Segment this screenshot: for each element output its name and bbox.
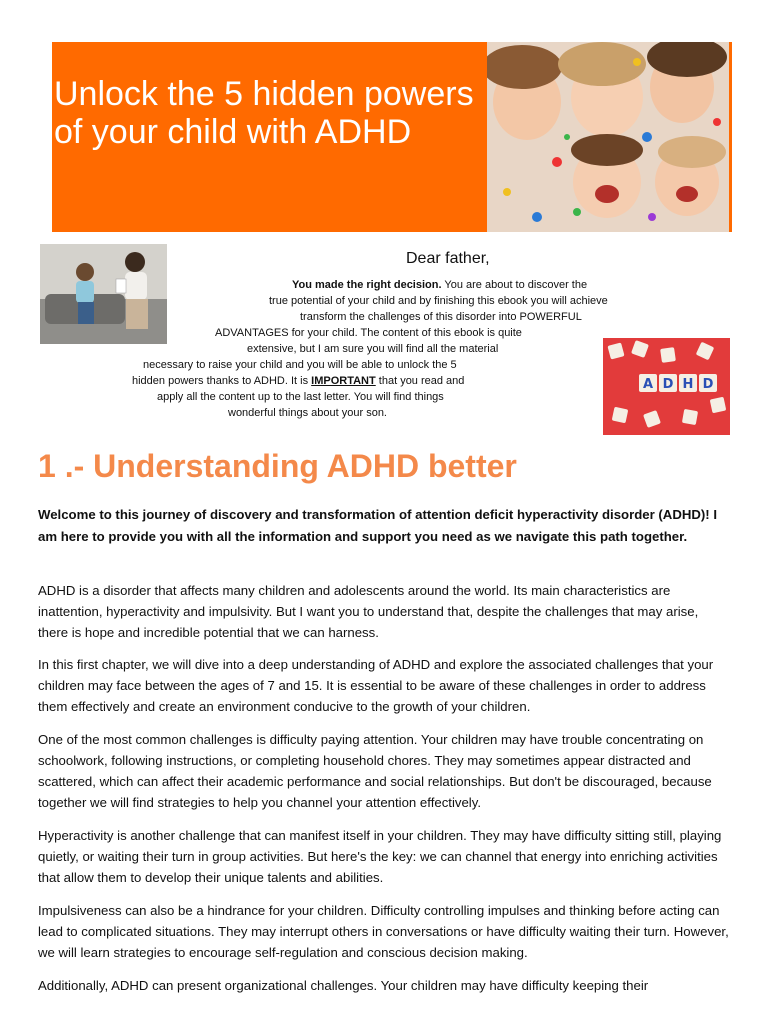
letter-line-6: necessary to raise your child and you will be able to unlock the 5 [143, 359, 457, 371]
letter-line-3: transform the challenges of this disorder into POWERFUL [300, 311, 582, 323]
adhd-dice-photo [603, 338, 730, 435]
body-paragraph-3: One of the most common challenges is difficulty paying attention. Your children may have trouble concentrating on schoolwork, following instructions, or completing household chores. They may sometimes appear distracted and scattered, which can affect their academic performance and social relationships. But don't be discouraged, because together we will find strategies to help you channel your attention effectively. [38, 732, 712, 810]
dice-letter-a: A [642, 377, 654, 392]
parent-child-photo [40, 244, 167, 344]
body-paragraph-4: Hyperactivity is another challenge that can manifest itself in your children. They may have difficulty sitting still, playing quietly, or waiting their turn in group activities. But here's the key: we can channel that energy into enriching activities that allow them to develop their unique talents and abilities. [38, 828, 722, 885]
banner-title: Unlock the 5 hidden powers of your child with ADHD [54, 75, 474, 151]
letter-greeting: Dear father, [406, 250, 490, 267]
body-paragraph-5: Impulsiveness can also be a hindrance for your children. Difficulty controlling impulses and thinking before acting can lead to complicated situations. They may interrupt others in conversations or have difficulty waiting their turn. However, we will learn strategies to encourage self-regulation and conscious decision making. [38, 903, 729, 960]
adhd-dice-illustration [603, 338, 730, 435]
letter-emphasis: You made the right decision. [292, 279, 442, 291]
letter-text: You are about to discover the [441, 279, 588, 291]
chapter-heading: 1 .- Understanding ADHD better [38, 448, 517, 484]
letter-line-4: ADVANTAGES for your child. The content of this ebook is quite [215, 327, 522, 339]
letter-line-7 [132, 374, 464, 388]
body-paragraph-2: In this first chapter, we will dive into a deep understanding of ADHD and explore the associated challenges that your children may face between the ages of 7 and 15. It is essential to be aware of these challenges in order to address them effectively and create an environment conducive to the growth of your children. [38, 657, 714, 714]
dice-letter-d: D [662, 377, 674, 392]
letter-line-1 [292, 278, 587, 292]
body-paragraph-1: ADHD is a disorder that affects many children and adolescents around the world. Its main characteristics are inattention, hyperactivity and impulsivity. But I want you to understand that, despite the challenges that may arise, there is hope and incredible potential that we can harness. [38, 583, 699, 640]
dice-letter-h: H [682, 377, 694, 392]
children-photo [487, 42, 729, 232]
letter-text: that you read and [375, 375, 465, 387]
intro-paragraph: Welcome to this journey of discovery and transformation of attention deficit hyperactivity disorder (ADHD)! I am here to provide you with all the information and support you need as we navigate this path together. [38, 507, 718, 544]
letter-line-9: wonderful things about your son. [228, 407, 387, 419]
body-paragraph-6: Additionally, ADHD can present organizational challenges. Your children may have difficulty keeping their [38, 978, 649, 993]
children-photo-illustration [487, 42, 729, 232]
dice-letter-d2: D [702, 377, 714, 392]
letter-line-2: true potential of your child and by finishing this ebook you will achieve [269, 295, 608, 307]
letter-text: hidden powers thanks to ADHD. It is [132, 375, 312, 387]
important-emphasis: IMPORTANT [311, 375, 376, 387]
letter-line-5: extensive, but I am sure you will find all the material [247, 343, 499, 355]
letter-line-8: apply all the content up to the last letter. You will find things [157, 391, 444, 403]
parent-child-illustration [40, 244, 167, 344]
